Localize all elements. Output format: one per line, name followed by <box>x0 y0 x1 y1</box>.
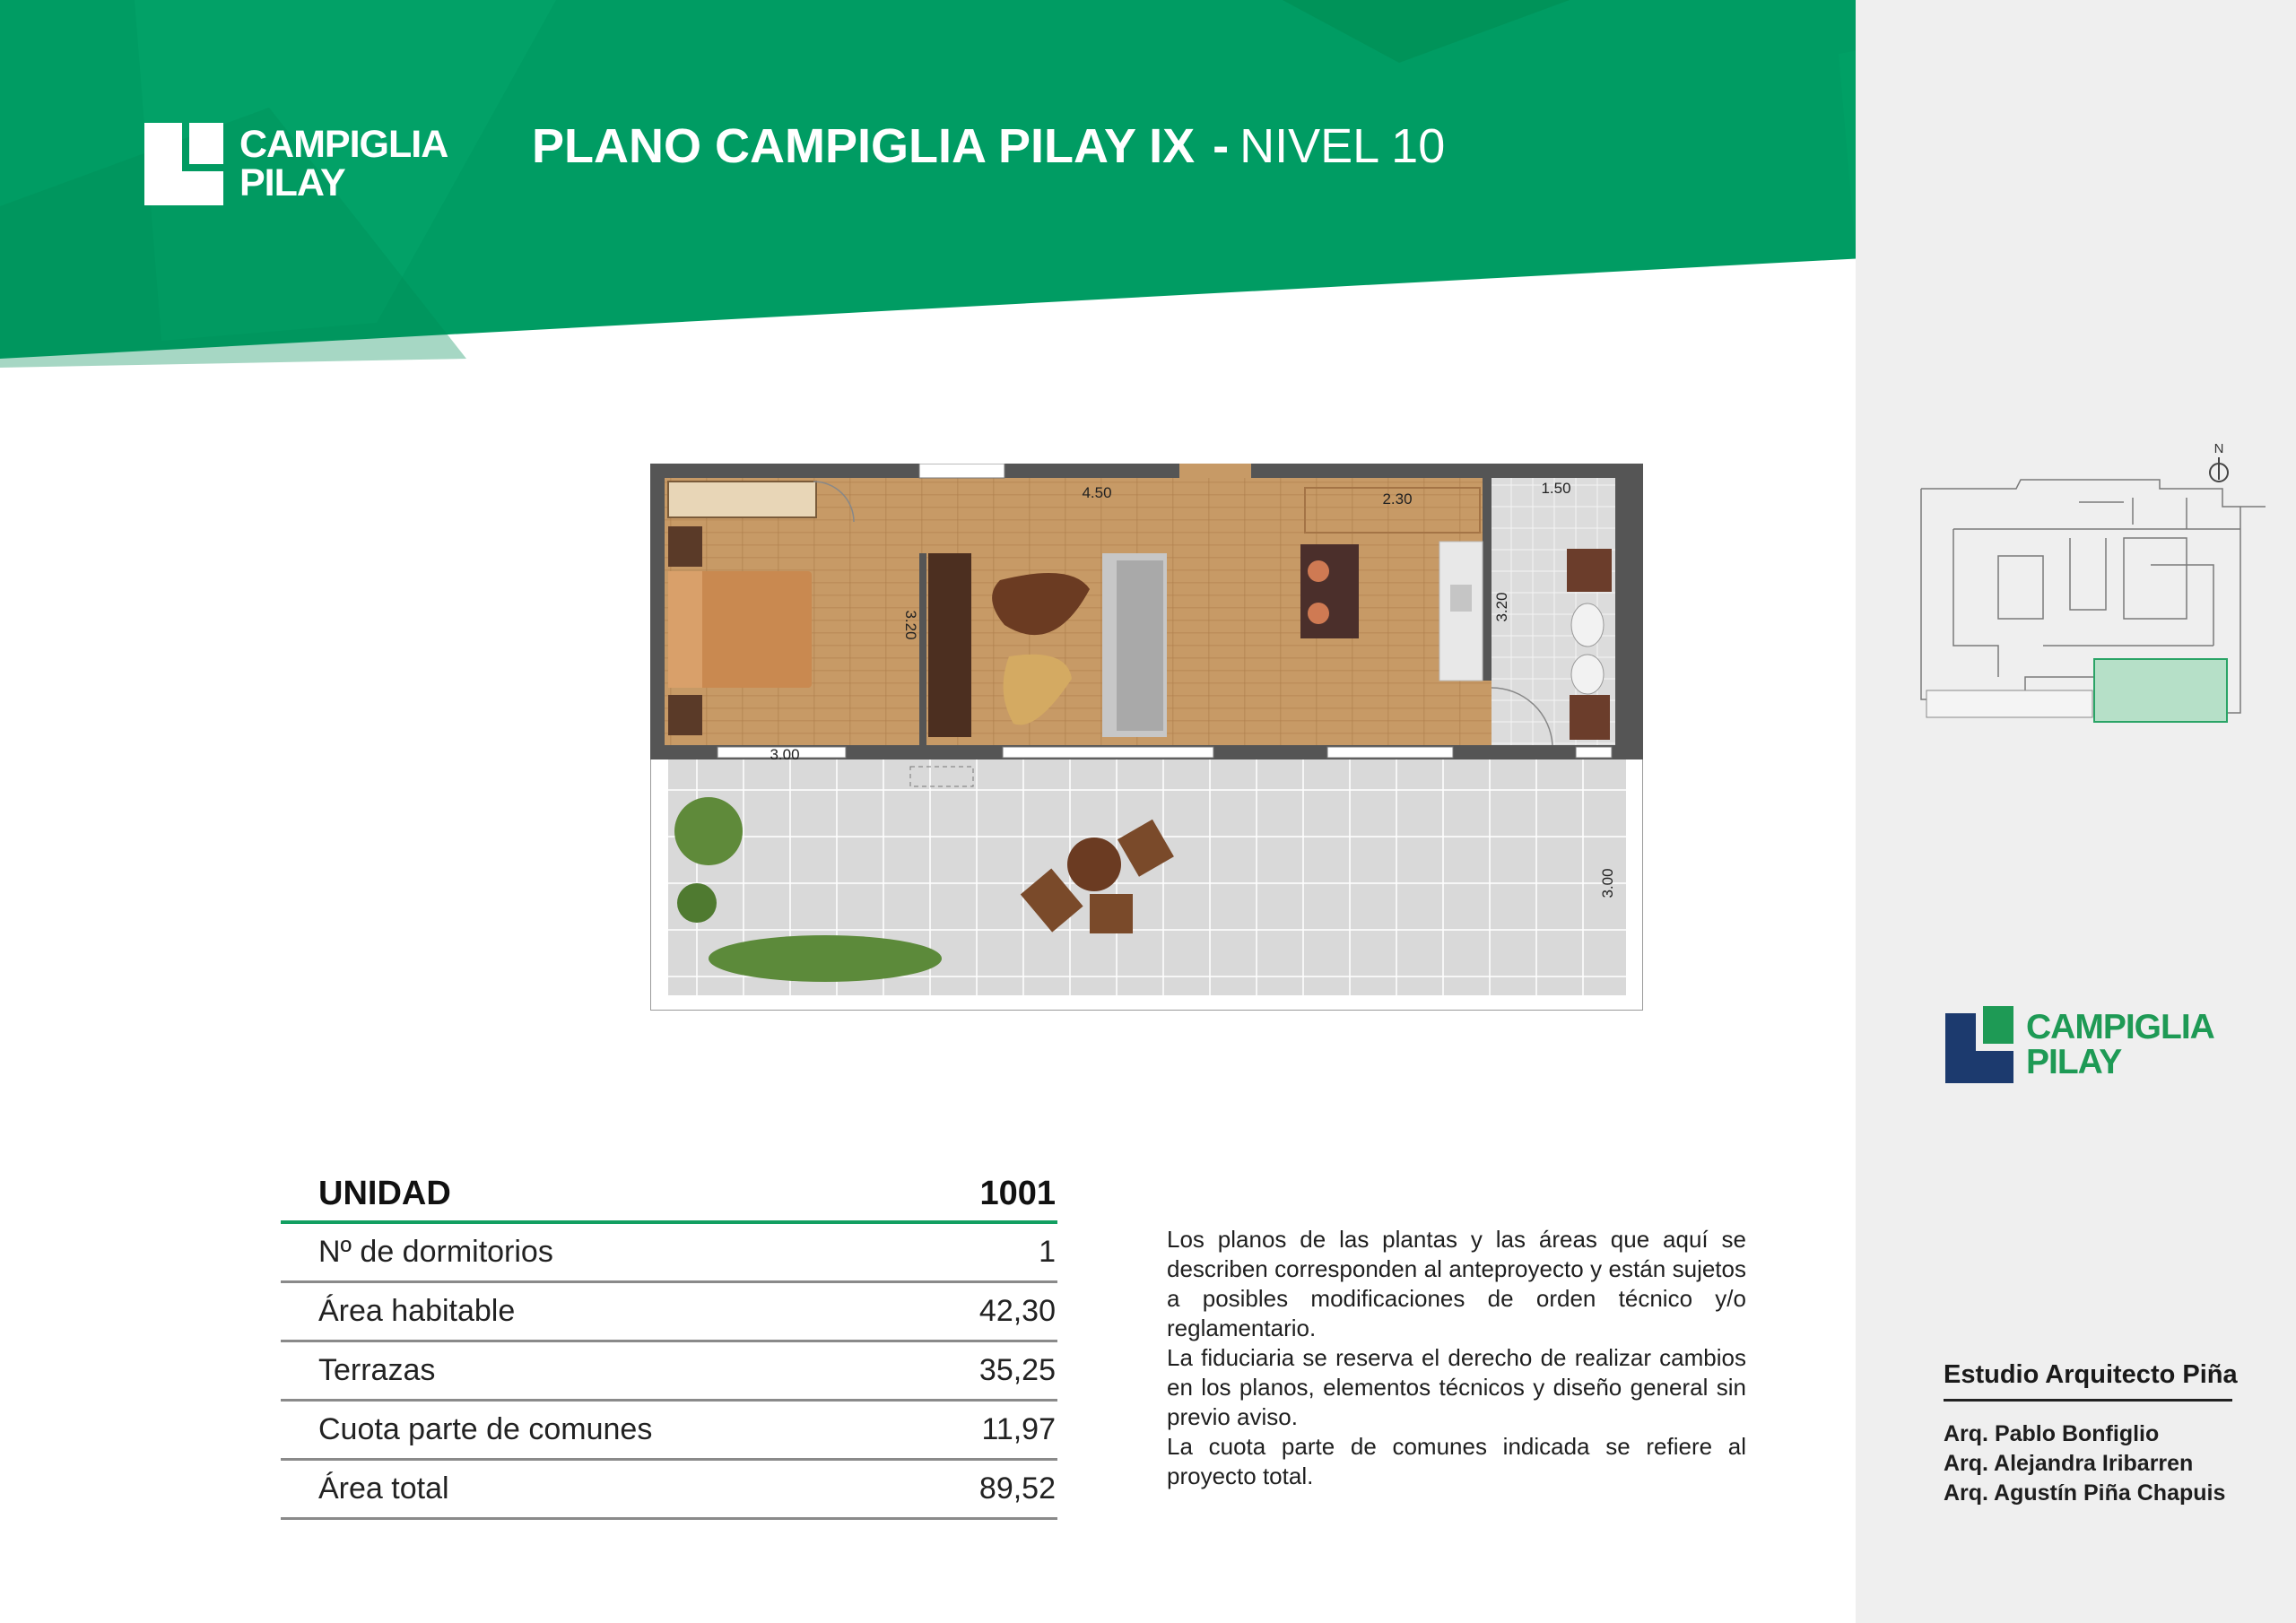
logo-line-1-color: CAMPIGLIA <box>2026 1008 2214 1046</box>
dim-terrace-depth: 3.00 <box>1599 868 1616 898</box>
architect-name: Arq. Alejandra Iribarren <box>1944 1451 2194 1476</box>
logo-mark-icon <box>141 121 227 207</box>
north-label: N <box>2213 441 2224 456</box>
disclaimer <box>1167 1225 1746 1491</box>
unit-table <box>281 1175 1057 1520</box>
logo-mark-color-icon <box>1944 1004 2015 1085</box>
disclaimer-paragraph-1: Los planos de las plantas y las áreas que aquí se describen corresponden al anteproyecto y están sujetos a posibles modificaciones de orden técnico y/o reglamentario. <box>1167 1226 1746 1341</box>
disclaimer-paragraph-3: La cuota parte de comunes indicada se refiere al proyecto total. <box>1167 1433 1746 1489</box>
dim-kitchen-width: 2.30 <box>1382 490 1413 508</box>
table-row <box>281 1461 1057 1520</box>
site-key-plan <box>1918 439 2267 753</box>
unit-number: 1001 <box>979 1175 1056 1212</box>
title-main: PLANO CAMPIGLIA PILAY IX <box>532 119 1196 173</box>
unit-label: UNIDAD <box>318 1175 451 1212</box>
studio-credits <box>1944 1360 2238 1508</box>
row-value: 11,97 <box>981 1412 1056 1446</box>
row-label: Cuota parte de comunes <box>318 1412 653 1446</box>
table-row <box>281 1342 1057 1402</box>
logo-line-2-color: PILAY <box>2026 1043 2122 1081</box>
brand-logo-secondary <box>1944 1004 2214 1085</box>
logo-line-2: PILAY <box>239 161 345 204</box>
table-row <box>281 1283 1057 1342</box>
row-label: Área habitable <box>318 1294 516 1328</box>
title-separator: - <box>1213 119 1230 173</box>
dim-bath-width: 1.50 <box>1541 480 1571 497</box>
architect-list <box>1944 1419 2232 1508</box>
studio-title: Estudio Arquitecto Piña <box>1944 1360 2232 1402</box>
row-value: 42,30 <box>978 1294 1056 1328</box>
dim-bedroom-width: 3.00 <box>770 746 800 763</box>
architect-name: Arq. Agustín Piña Chapuis <box>1944 1480 2226 1506</box>
table-row <box>281 1224 1057 1283</box>
architect-name: Arq. Pablo Bonfiglio <box>1944 1421 2160 1446</box>
title-level: NIVEL 10 <box>1239 119 1446 173</box>
logo-line-1: CAMPIGLIA <box>239 123 448 166</box>
dim-living-width: 4.50 <box>1082 484 1112 501</box>
table-row <box>281 1402 1057 1461</box>
row-label: Nº de dormitorios <box>318 1235 553 1269</box>
dim-bedroom-depth: 3.20 <box>902 610 919 640</box>
row-label: Terrazas <box>318 1353 436 1387</box>
page-title <box>532 118 1445 174</box>
row-value: 1 <box>1039 1235 1056 1269</box>
row-label: Área total <box>318 1471 449 1506</box>
row-value: 35,25 <box>978 1353 1056 1387</box>
unit-table-header <box>281 1175 1057 1224</box>
logo-wordmark <box>239 123 448 204</box>
floor-plan <box>650 464 1643 1011</box>
logo-wordmark-color <box>2026 1010 2214 1080</box>
brand-logo <box>141 121 448 207</box>
row-value: 89,52 <box>978 1471 1056 1506</box>
disclaimer-paragraph-2: La fiduciaria se reserva el derecho de realizar cambios en los planos, elementos técnicos y diseño general sin previo aviso. <box>1167 1344 1746 1430</box>
dim-bath-depth: 3.20 <box>1493 592 1510 622</box>
